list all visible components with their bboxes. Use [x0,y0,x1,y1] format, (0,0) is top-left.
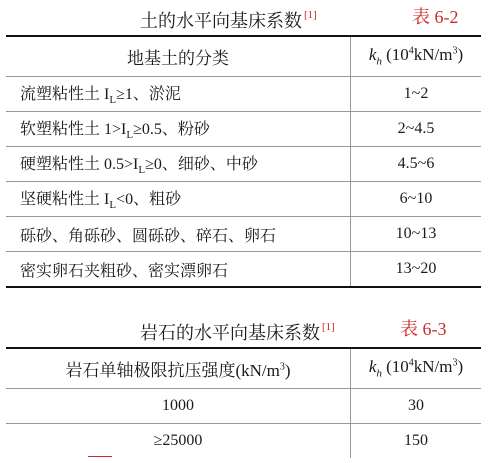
unit-mid: kN/m [413,357,453,377]
kh-unit [382,357,463,376]
table-row [6,147,481,182]
kh-subscript: h [376,55,382,68]
soil-text-post: ≥1、淤泥 [116,86,181,104]
soil-sub: L [126,129,134,142]
unit-post: ) [457,45,464,65]
table1 [6,35,481,288]
soil-text: 软塑粘性土 1>I [20,121,127,139]
unit-pre: (10 [381,45,409,65]
soil-type [6,112,351,147]
table1-title: 土的水平向基床系数 [140,11,302,31]
kh-value: 4.5~6 [351,147,482,182]
table1-header-kh [351,36,482,77]
unit-exp2: 3 [452,45,458,57]
unit-exp1: 4 [408,357,414,369]
kh-value: 1~2 [351,77,482,112]
unit-exp1: 4 [408,45,414,57]
table-row [6,252,481,288]
soil-sub: L [109,94,117,107]
table2-ref[interactable]: [1] [322,321,335,333]
soil-text-post: ≥0.5、粉砂 [133,121,210,139]
rock-strength: ≥25000 [6,424,351,459]
unit-post: ) [457,357,464,377]
kh-value: 6~10 [351,182,482,217]
soil-text: 密实卵石夹粗砂、密实漂卵石 [20,262,229,280]
unit-exp2: 3 [452,357,458,369]
table2-label: 表 6-3 [400,319,447,339]
soil-type [6,77,351,112]
unit-mid: kN/m [413,45,453,65]
kh-value: 13~20 [351,252,482,288]
kh-value: 2~4.5 [351,112,482,147]
table-row [6,389,481,424]
kh-subscript: h [376,367,382,380]
rock-strength: 1000 [6,389,351,424]
soil-sub: L [138,164,146,177]
soil-sub: L [109,199,117,212]
kh-value: 10~13 [351,217,482,252]
table-row [6,424,481,459]
table-row [6,77,481,112]
soil-type [6,217,351,252]
soil-type [6,147,351,182]
strength-head-pre: 岩石单轴极限抗压强度(kN/m [65,361,280,380]
table1-header-soil: 地基土的分类 [6,36,351,77]
kh-symbol: k [368,45,377,65]
soil-text: 砾砂、角砾砂、圆砾砂、碎石、卵石 [20,227,277,245]
unit-pre: (10 [381,357,409,377]
table-row [6,112,481,147]
table2-header-kh [351,348,482,389]
soil-text: 流塑粘性土 I [20,86,110,104]
soil-text-post: ≥0、细砂、中砂 [145,156,258,174]
kh-value: 150 [351,424,482,459]
soil-type [6,182,351,217]
table2-header-row [6,348,481,389]
table1-ref[interactable]: [1] [304,9,317,21]
table1-label: 表 6-2 [412,7,459,27]
kh-value: 30 [351,389,482,424]
table2-header-strength [6,348,351,389]
table1-caption [0,2,489,32]
table2-caption [0,314,489,344]
table-row [6,217,481,252]
soil-text: 硬塑粘性土 0.5>I [20,156,139,174]
kh-symbol: k [368,357,377,377]
soil-text-post: <0、粗砂 [116,191,182,209]
kh-unit [382,45,463,64]
table2 [6,347,481,458]
table-row [6,182,481,217]
strength-head-exp: 3 [279,361,285,373]
table2-title: 岩石的水平向基床系数 [140,323,320,343]
soil-type [6,252,351,288]
soil-text: 坚硬粘性土 I [20,191,110,209]
table1-header-row [6,36,481,77]
strength-head-post: ) [284,361,291,380]
